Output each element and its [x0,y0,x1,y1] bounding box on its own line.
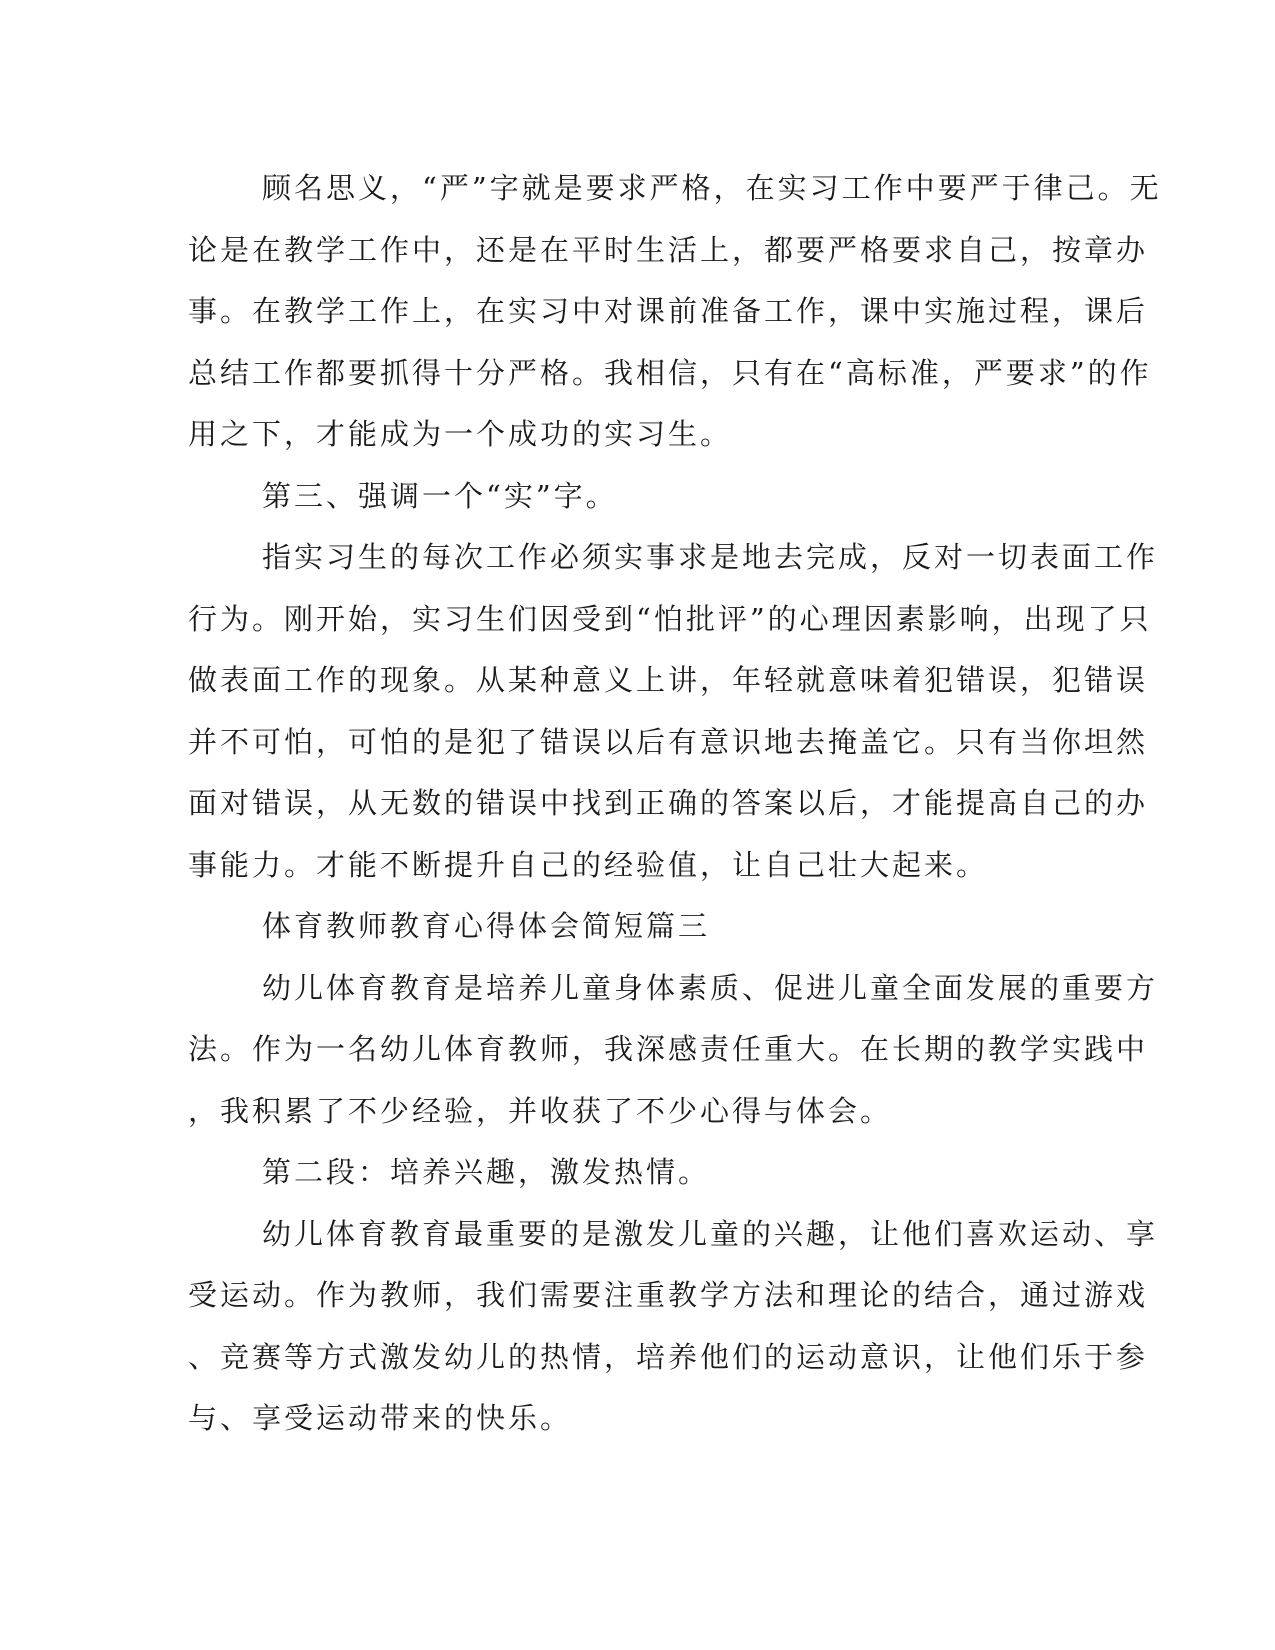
paragraph-line: 行为。刚开始，实习生们因受到“怕批评”的心理因素影响，出现了只 [188,601,1152,636]
paragraph-line: 幼儿体育教育是培养儿童身体素质、促进儿童全面发展的重要方 [262,970,1159,1005]
paragraph-line: 面对错误，从无数的错误中找到正确的答案以后，才能提高自己的办 [188,786,1149,820]
paragraph-line: 幼儿体育教育最重要的是激发儿童的兴趣，让他们喜欢运动、享 [262,1216,1159,1251]
paragraph-line: 并不可怕，可怕的是犯了错误以后有意识地去掩盖它。只有当你坦然 [188,724,1149,759]
paragraph-line: 事。在教学工作上，在实习中对课前准备工作，课中实施过程，课后 [188,294,1149,328]
paragraph-line: 论是在教学工作中，还是在平时生活上，都要严格要求自己，按章办 [188,232,1149,267]
paragraph-line: 顾名思义，“严”字就是要求严格，在实习工作中要严于律己。无 [262,171,1162,205]
paragraph-line: 事能力。才能不断提升自己的经验值，让自己壮大起来。 [188,847,989,882]
paragraph-line: 受运动。作为教师，我们需要注重教学方法和理论的结合，通过游戏 [188,1278,1149,1312]
paragraph-line: 与、享受运动带来的快乐。 [188,1401,573,1435]
paragraph-line: 做表面工作的现象。从某种意义上讲，年轻就意味着犯错误，犯错误 [188,663,1149,697]
section-heading: 第二段：培养兴趣，激发热情。 [262,1155,711,1189]
paragraph-line: 法。作为一名幼儿体育教师，我深感责任重大。在长期的教学实践中 [188,1032,1149,1066]
paragraph-line: 总结工作都要抓得十分严格。我相信，只有在“高标准，严要求”的作 [188,355,1152,390]
paragraph-line: 、竞赛等方式激发幼儿的热情，培养他们的运动意识，让他们乐于参 [188,1339,1149,1374]
article-title: 体育教师教育心得体会简短篇三 [262,909,711,943]
document-body [188,158,1162,1450]
paragraph-line: ，我积累了不少经验，并收获了不少心得与体会。 [188,1093,893,1128]
paragraph-line: 指实习生的每次工作必须实事求是地去完成，反对一切表面工作 [262,540,1159,574]
section-heading: 第三、强调一个“实”字。 [262,478,618,513]
paragraph-line: 用之下，才能成为一个成功的实习生。 [188,417,733,451]
